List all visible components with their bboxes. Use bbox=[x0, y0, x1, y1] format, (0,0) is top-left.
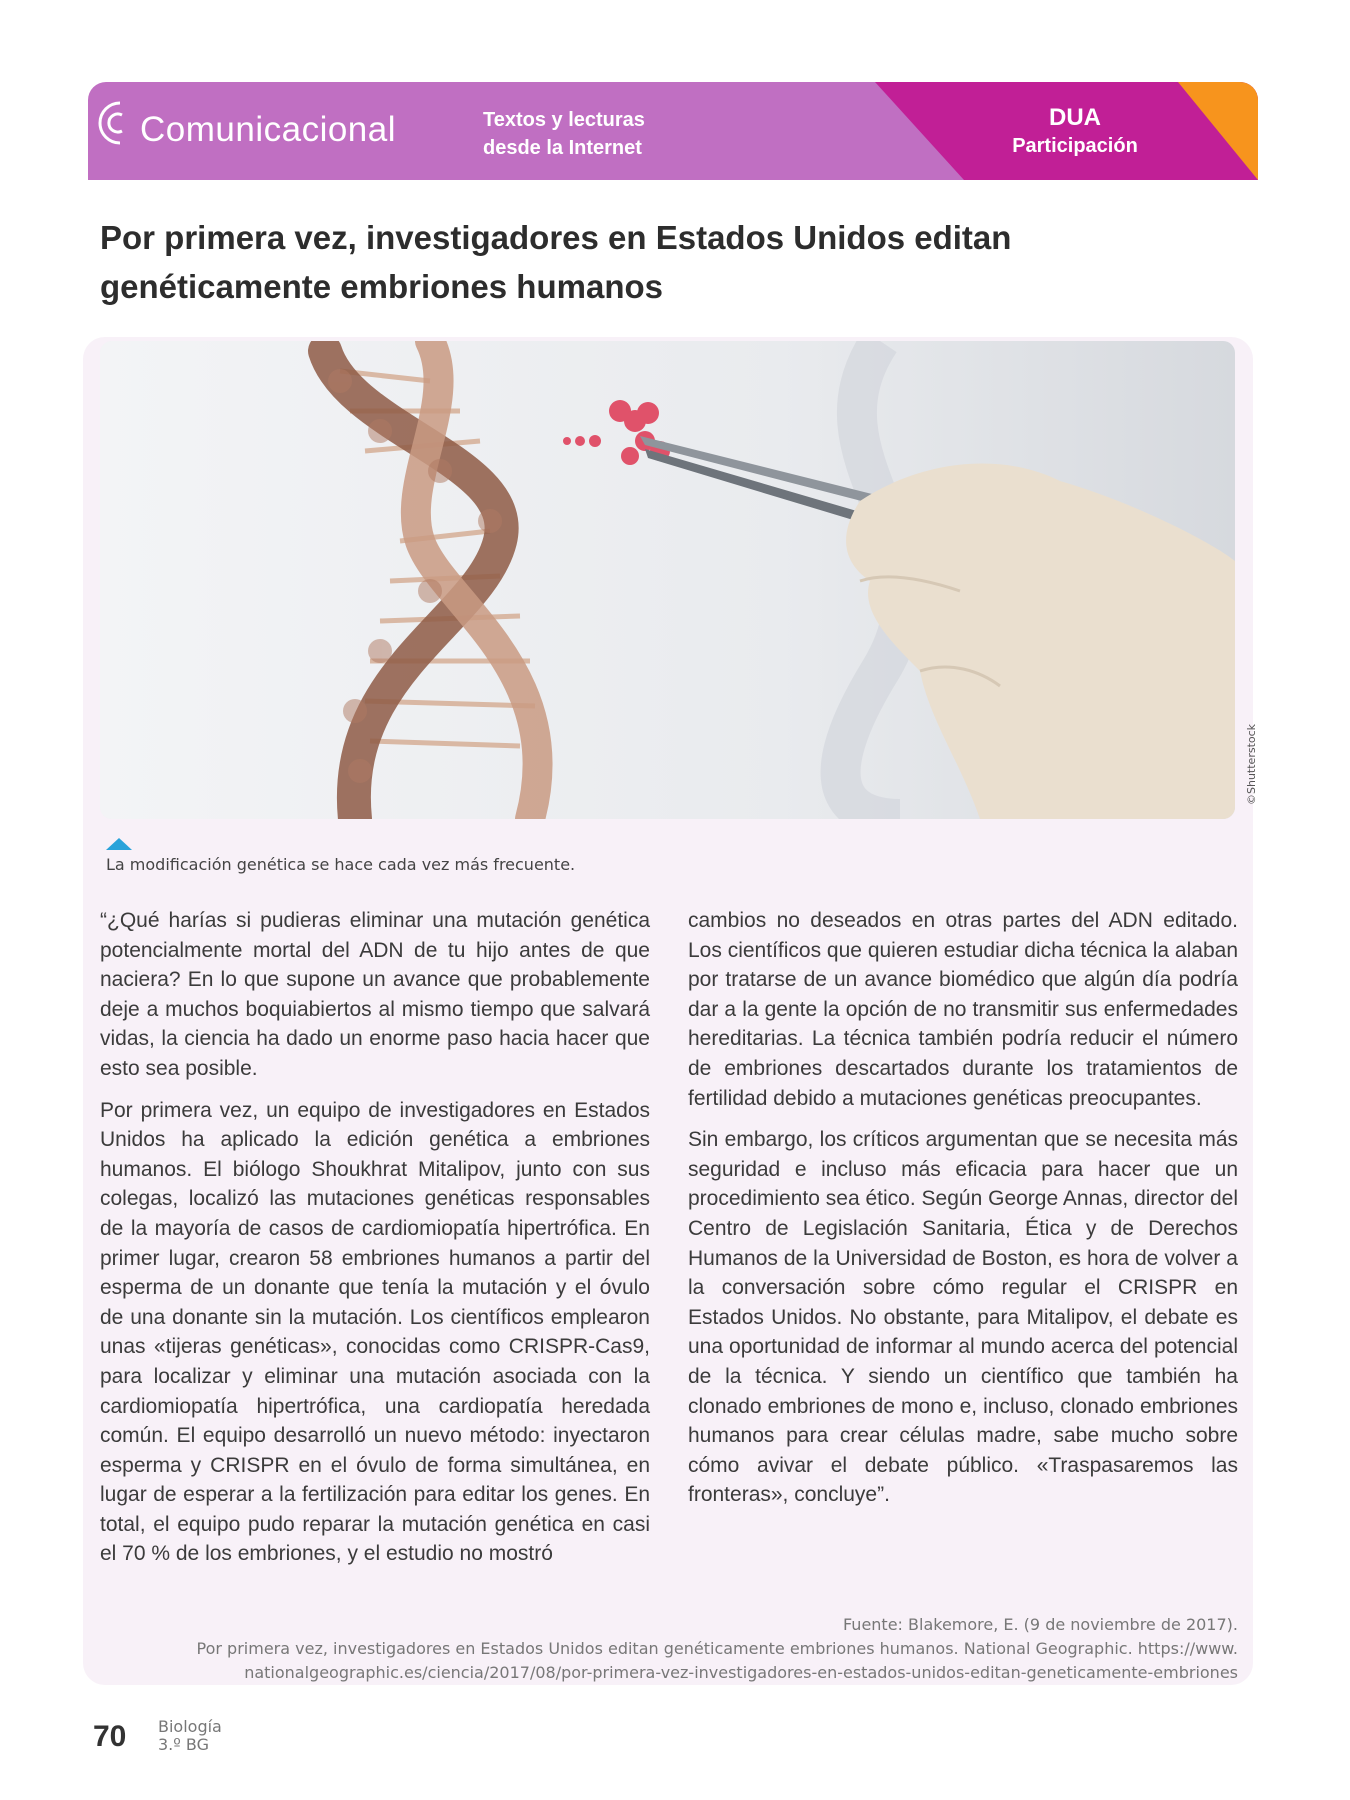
article-title: Por primera vez, investigadores en Estados Unidos editan genéticamente embriones humanos bbox=[100, 219, 1012, 305]
comunicacional-logo-icon bbox=[90, 93, 132, 153]
dua-tag-subtitle: Participación bbox=[1012, 135, 1138, 157]
dua-tag bbox=[990, 104, 1160, 160]
image-caption: La modificación genética se hace cada vez más frecuente. bbox=[106, 855, 576, 874]
section-subtitle-line1: Textos y lecturas bbox=[483, 109, 645, 131]
footer-subject bbox=[158, 1718, 222, 1754]
source-citation bbox=[138, 1613, 1238, 1685]
article-paragraph: Por primera vez, un equipo de investigadores en Estados Unidos ha aplicado la edición genética a embriones humanos. El biólogo Shoukhrat Mitalipov, junto con sus colegas, localizó las mutaciones genéticas responsables de la mayoría de casos de cardiomiopatía hipertrófica. En primer lugar, crearon 58 embriones humanos a partir del esperma de un donante que tenía la mutación y el óvulo de una donante sin la mutación. Los científicos emplearon unas «tijeras genéticas», conocidas como CRISPR-Cas9, para localizar y eliminar una mutación asociada con la cardiomiopatía hipertrófica, una cardiopatía heredada común. El equipo desarrolló un nuevo método: inyectaron esperma y CRISPR en el óvulo de forma simultánea, en lugar de esperar a la fertilización para editar los genes. En total, el equipo pudo reparar la mutación genética en casi el 70 % de los embriones, y el estudio no mostró bbox=[100, 1098, 650, 1566]
subject-name: Biología bbox=[158, 1717, 222, 1736]
source-line: Fuente: Blakemore, E. (9 de noviembre de 2017). bbox=[842, 1615, 1238, 1634]
article-paragraph: “¿Qué harías si pudieras eliminar una mutación genética potencialmente mortal del ADN de tu hijo antes de que naciera? En lo que supone un avance que probablemente deje a muchos boquiabiertos al mismo tiempo que salvará vidas, la ciencia ha dado un enorme paso hacia hacer que esto sea posible. bbox=[100, 909, 650, 1080]
dna-editing-photo bbox=[100, 341, 1235, 819]
brand-title: Comunicacional bbox=[140, 110, 397, 149]
source-line: Por primera vez, investigadores en Estados Unidos editan genéticamente embriones humanos. National Geographic. https://www. bbox=[196, 1639, 1238, 1658]
grade-level: 3.º BG bbox=[158, 1735, 209, 1754]
caption-triangle-icon bbox=[106, 838, 132, 850]
article-column-left bbox=[100, 906, 650, 1581]
article-column-right bbox=[688, 906, 1238, 1522]
article-paragraph: Sin embargo, los críticos argumentan que se necesita más seguridad e incluso más eficacia para hacer que un procedimiento sea ético. Según George Annas, director del Centro de Legislación Sanitaria, Ética y de Derechos Humanos de la Universidad de Boston, es hora de volver a la conversación sobre cómo regular el CRISPR en Estados Unidos. No obstante, para Mitalipov, el debate es una oportunidad de informar al mundo acerca del potencial de la técnica. Y siendo un científico que también ha clonado embriones de mono e, incluso, clonado embriones humanos para crear células madre, sabe mucho sobre cómo avivar el debate público. «Traspasaremos las fronteras», concluye”. bbox=[688, 1128, 1238, 1507]
image-credit: ©Shutterstock bbox=[1245, 723, 1258, 805]
dua-tag-title: DUA bbox=[1049, 104, 1101, 131]
source-url: nationalgeographic.es/ciencia/2017/08/por-primera-vez-investigadores-en-estados-unidos-editan-geneticamente-embriones bbox=[244, 1663, 1238, 1682]
page-number: 70 bbox=[93, 1720, 127, 1753]
section-subtitle-line2: desde la Internet bbox=[483, 137, 642, 159]
article-paragraph: cambios no deseados en otras partes del ADN editado. Los científicos que quieren estudiar dicha técnica la alaban por tratarse de un avance biomédico que algún día podría dar a la gente la opción de no transmitir sus enfermedades hereditarias. La técnica también podría reducir el número de embriones descartados durante los tratamientos de fertilidad debido a mutaciones genéticas preocupantes. bbox=[688, 909, 1238, 1110]
section-subtitle bbox=[483, 106, 703, 162]
